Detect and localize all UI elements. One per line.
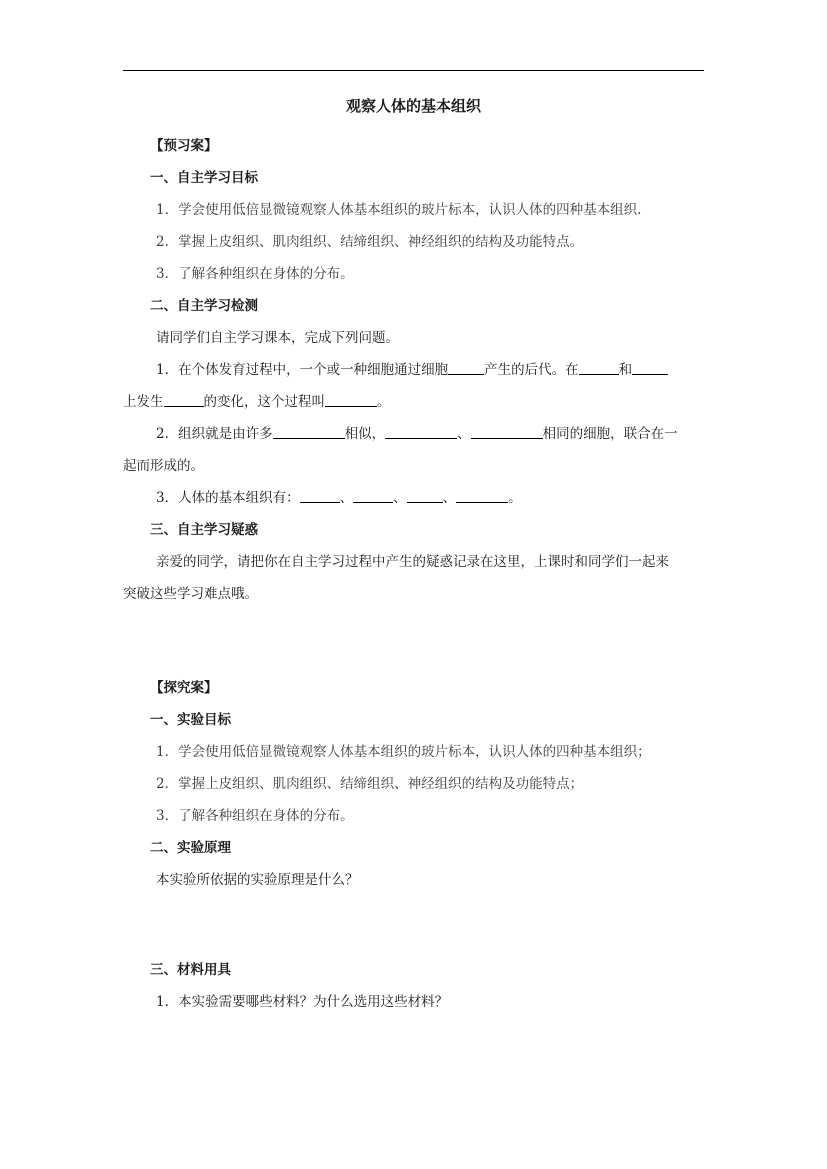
notes-space <box>123 610 704 672</box>
fill-blank[interactable] <box>407 488 443 503</box>
question-1-text-c: 和 <box>618 362 633 378</box>
fill-blank[interactable] <box>456 488 508 503</box>
question-3 <box>123 482 704 514</box>
question-1-line-1 <box>123 354 704 386</box>
question-2-text-a: 2．组织就是由许多 <box>156 426 273 442</box>
question-1-text-f: 。 <box>377 394 391 410</box>
explore-section-3-heading: 三、材料用具 <box>150 962 231 978</box>
document-page <box>123 96 704 1018</box>
preview-goal-1: 1．学会使用低倍显微镜观察人体基本组织的玻片标本，认识人体的四种基本组织. <box>156 202 642 218</box>
question-1-text-d: 上发生 <box>123 394 164 410</box>
explore-section-3-question: 1．本实验需要哪些材料？为什么选用这些材料？ <box>156 994 449 1010</box>
separator: 、 <box>393 490 407 506</box>
preview-section-3-line-1: 亲爱的同学，请把你在自主学习过程中产生的疑惑记录在这里，上课时和同学们一起来 <box>156 554 669 570</box>
question-1-text-b: 产生的后代。在 <box>484 362 579 378</box>
page-title: 观察人体的基本组织 <box>345 97 481 115</box>
explore-heading: 【探究案】 <box>150 680 218 696</box>
fill-blank[interactable] <box>164 392 204 407</box>
fill-blank[interactable] <box>325 392 377 407</box>
fill-blank[interactable] <box>448 360 484 375</box>
question-2-text-b: 相似， <box>344 426 386 442</box>
fill-blank[interactable] <box>471 424 543 439</box>
fill-blank[interactable] <box>353 488 393 503</box>
preview-section-3-line-2: 突破这些学习难点哦。 <box>123 586 258 602</box>
question-2-text-c: 、 <box>457 426 471 442</box>
preview-goal-2: 2．掌握上皮组织、肌肉组织、结缔组织、神经组织的结构及功能特点。 <box>156 234 584 250</box>
question-2-text-d: 相同的细胞，联合在一 <box>542 426 678 442</box>
question-2-line-2: 起而形成的。 <box>123 458 204 474</box>
question-1-line-2 <box>123 386 704 418</box>
question-3-end: 。 <box>508 490 522 506</box>
header-rule <box>123 70 704 71</box>
explore-section-1-heading: 一、实验目标 <box>150 712 231 728</box>
question-1-text-e: 的变化，这个过程叫 <box>203 394 325 410</box>
separator: 、 <box>339 490 354 506</box>
preview-section-3-heading: 三、自主学习疑惑 <box>150 522 258 538</box>
fill-blank[interactable] <box>300 488 340 503</box>
preview-section-2-heading: 二、自主学习检测 <box>150 298 258 314</box>
separator: 、 <box>442 490 457 506</box>
preview-section-1-heading: 一、自主学习目标 <box>150 170 258 186</box>
question-3-text: 3．人体的基本组织有： <box>156 490 300 506</box>
explore-goal-1: 1．学会使用低倍显微镜观察人体基本组织的玻片标本，认识人体的四种基本组织； <box>156 744 651 760</box>
explore-goal-3: 3．了解各种组织在身体的分布。 <box>156 808 354 824</box>
answer-space <box>123 896 704 954</box>
explore-goal-2: 2．掌握上皮组织、肌肉组织、结缔组织、神经组织的结构及功能特点； <box>156 776 584 792</box>
explore-section-2-heading: 二、实验原理 <box>150 840 231 856</box>
fill-blank[interactable] <box>385 424 457 439</box>
question-2-line-1 <box>123 418 704 450</box>
fill-blank[interactable] <box>579 360 619 375</box>
preview-section-2-intro: 请同学们自主学习课本，完成下列问题。 <box>156 330 399 346</box>
fill-blank[interactable] <box>632 360 668 375</box>
explore-section-2-question: 本实验所依据的实验原理是什么？ <box>156 872 359 888</box>
preview-goal-3: 3．了解各种组织在身体的分布。 <box>156 266 354 282</box>
question-1-text-a: 1．在个体发育过程中，一个或一种细胞通过细胞 <box>156 362 449 378</box>
preview-heading: 【预习案】 <box>150 138 218 154</box>
fill-blank[interactable] <box>273 424 345 439</box>
